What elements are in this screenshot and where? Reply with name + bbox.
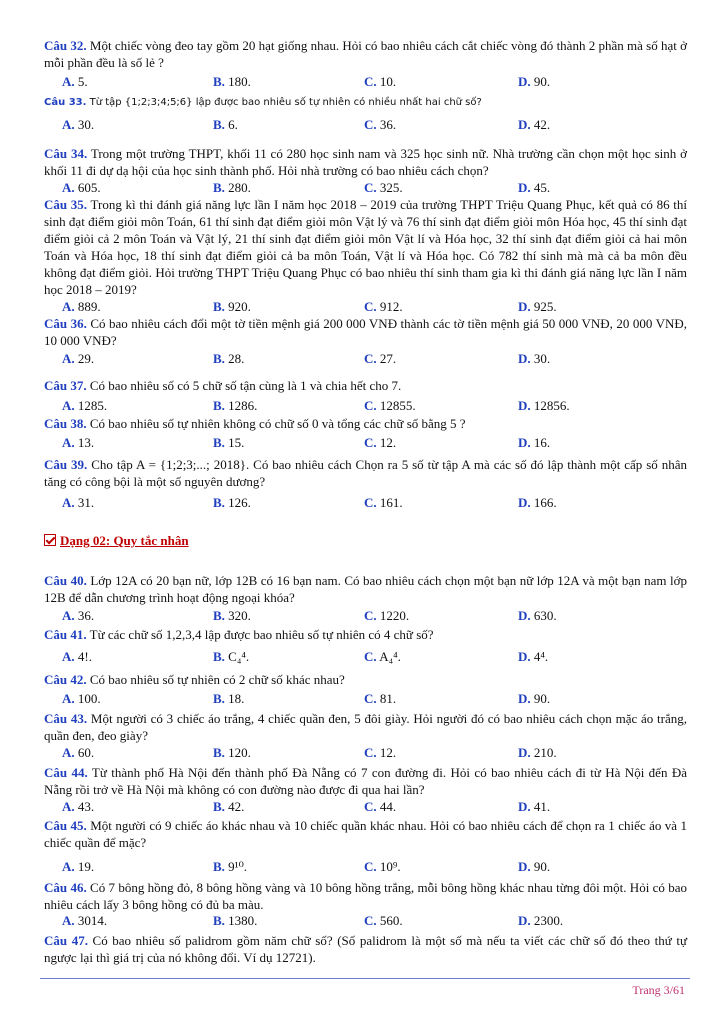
option-d: D. 2300. bbox=[518, 913, 564, 928]
question-text: Trong một trường THPT, khối 11 có 280 học sinh nam và 325 học sinh nữ. Nhà trường cần chọn một học sinh ở khối 11 đi dự dạ hội của học sinh thành phố. Hỏi nhà trường có bao nhiêu cách chọn? bbox=[44, 146, 688, 178]
option-c: C. 912. bbox=[364, 299, 403, 314]
answer-row-42 bbox=[44, 690, 687, 707]
option-a: A. 31. bbox=[62, 495, 95, 510]
answer-row-37 bbox=[44, 397, 687, 414]
question-text: Từ các chữ số 1,2,3,4 lập được bao nhiêu số tự nhiên có 4 chữ số? bbox=[86, 627, 434, 642]
answer-row-46 bbox=[44, 912, 687, 929]
question-number: Câu 47. bbox=[44, 933, 88, 948]
option-a: A. 5. bbox=[62, 74, 88, 89]
question-number: Câu 41. bbox=[44, 627, 87, 642]
answer-row-35 bbox=[44, 298, 687, 315]
question-number: Câu 45. bbox=[44, 818, 87, 833]
answer-row-40 bbox=[44, 607, 687, 624]
question-33 bbox=[44, 94, 687, 111]
question-number: Câu 46. bbox=[44, 880, 87, 895]
question-36 bbox=[44, 315, 687, 349]
question-42 bbox=[44, 671, 687, 688]
option-d: D. 166. bbox=[518, 495, 557, 510]
question-40 bbox=[44, 572, 687, 606]
question-43 bbox=[44, 710, 687, 744]
question-number: Câu 34. bbox=[44, 146, 88, 161]
question-38 bbox=[44, 415, 687, 432]
option-d: D. 925. bbox=[518, 299, 557, 314]
option-d: D. 630. bbox=[518, 608, 557, 623]
option-b: B. C₄⁴. bbox=[213, 649, 250, 664]
option-a: A. 29. bbox=[62, 351, 95, 366]
option-c: C. 325. bbox=[364, 180, 403, 195]
section-heading bbox=[44, 533, 189, 549]
option-a: A. 1285. bbox=[62, 398, 108, 413]
question-text: Có bao nhiêu cách đổi một tờ tiền mệnh giá 200 000 VNĐ thành các tờ tiền mệnh giá 50 000 VNĐ, 20 000 VNĐ, 10 000 VNĐ? bbox=[44, 316, 687, 348]
answer-row-45 bbox=[44, 858, 687, 875]
question-text: Lớp 12A có 20 bạn nữ, lớp 12B có 16 bạn nam. Có bao nhiêu cách chọn một bạn nữ lớp 12A và một bạn nam lớp 12B để dẫn chương trình hoạt động ngoại khóa? bbox=[44, 573, 687, 605]
answer-row-44 bbox=[44, 798, 687, 815]
option-b: B. 320. bbox=[213, 608, 251, 623]
question-number: Câu 33. bbox=[44, 97, 87, 108]
question-text: Trong kì thi đánh giá năng lực lần I năm học 2018 – 2019 của trường THPT Triệu Quang Phục, kết quả có 86 thí sinh đạt điểm giỏi môn Toán, 61 thí sinh đạt điểm giỏi môn Vật lý và 76 thí sinh đạt điểm giỏi môn Hóa học, 45 thí sinh đạt điểm giỏi cả 2 môn Toán và Vật lý, 21 thí sinh đạt điểm giỏi môn Vật lí và Hóa học, 32 thí sinh đạt điểm giỏi cả hai môn Toán và Hóa học, 18 thí sinh đạt điểm giỏi cả ba môn Toán, Vật lí và Hóa học. Có 782 thí sinh mà mà cả ba môn đều không đạt điểm giỏi. Hỏi trường THPT Triệu Quang Phục có bao nhiêu thí sinh tham gia kì thi đánh giá năng lực lần I năm học 2018 – 2019? bbox=[44, 197, 687, 297]
question-number: Câu 44. bbox=[44, 765, 88, 780]
option-b: B. 42. bbox=[213, 799, 245, 814]
option-d: D. 210. bbox=[518, 745, 557, 760]
option-a: A. 3014. bbox=[62, 913, 108, 928]
question-number: Câu 35. bbox=[44, 197, 88, 212]
option-c: C. 44. bbox=[364, 799, 397, 814]
question-number: Câu 39. bbox=[44, 457, 88, 472]
answer-row-39 bbox=[44, 494, 687, 511]
option-d: D. 12856. bbox=[518, 398, 570, 413]
option-a: A. 13. bbox=[62, 435, 95, 450]
question-46 bbox=[44, 879, 687, 913]
question-text: Có bao nhiêu số palidrom gồm năm chữ số? (Số palidrom là một số mà nếu ta viết các chữ số đó theo thứ tự ngược lại thì giá trị của nó không đổi. Ví dụ 12721). bbox=[44, 933, 687, 965]
question-35 bbox=[44, 196, 687, 298]
option-c: C. 27. bbox=[364, 351, 397, 366]
question-number: Câu 36. bbox=[44, 316, 87, 331]
option-a: A. 36. bbox=[62, 608, 95, 623]
question-text: Một người có 9 chiếc áo khác nhau và 10 chiếc quần khác nhau. Hỏi có bao nhiêu cách để chọn ra 1 chiếc áo và 1 chiếc quần để mặc? bbox=[44, 818, 687, 850]
question-text: Có bao nhiêu số có 5 chữ số tận cùng là 1 và chia hết cho 7. bbox=[86, 378, 402, 393]
option-c: C. 10. bbox=[364, 74, 397, 89]
option-b: B. 6. bbox=[213, 117, 238, 132]
option-d: D. 42. bbox=[518, 117, 551, 132]
question-text: Có 7 bông hồng đỏ, 8 bông hồng vàng và 10 bông hồng trắng, mỗi bông hồng khác nhau từng đôi một. Hỏi có bao nhiêu cách lấy 3 bông hồng có đủ ba màu. bbox=[44, 880, 687, 912]
option-c: C. 12. bbox=[364, 745, 397, 760]
answer-row-43 bbox=[44, 744, 687, 761]
question-34 bbox=[44, 145, 687, 179]
answer-row-32 bbox=[44, 73, 687, 90]
option-d: D. 90. bbox=[518, 859, 551, 874]
option-d: D. 16. bbox=[518, 435, 551, 450]
question-47 bbox=[44, 932, 687, 966]
answer-row-36 bbox=[44, 350, 687, 367]
footer-divider bbox=[40, 978, 690, 979]
option-b: B. 15. bbox=[213, 435, 245, 450]
answer-row-34 bbox=[44, 179, 687, 196]
answer-row-41 bbox=[44, 648, 687, 665]
question-text: Một chiếc vòng đeo tay gồm 20 hạt giống nhau. Hỏi có bao nhiêu cách cắt chiếc vòng đó thành 2 phần mà số hạt ở mỗi phần đều là số lẻ ? bbox=[44, 38, 687, 70]
option-b: B. 1380. bbox=[213, 913, 258, 928]
option-d: D. 90. bbox=[518, 74, 551, 89]
question-45 bbox=[44, 817, 687, 851]
option-d: D. 45. bbox=[518, 180, 551, 195]
option-d: D. 41. bbox=[518, 799, 551, 814]
answer-row-33 bbox=[44, 116, 687, 133]
question-number: Câu 42. bbox=[44, 672, 87, 687]
option-c: C. 81. bbox=[364, 691, 397, 706]
option-a: A. 889. bbox=[62, 299, 101, 314]
option-a: A. 4!. bbox=[62, 649, 92, 664]
question-number: Câu 37. bbox=[44, 378, 87, 393]
question-number: Câu 38. bbox=[44, 416, 87, 431]
question-text: Từ thành phố Hà Nội đến thành phố Đà Nẵng có 7 con đường đi. Hỏi có bao nhiêu cách đi từ Hà Nội đến Đà Nẵng rồi trở về Hà Nội mà không có con đường nào được đi qua hai lần? bbox=[44, 765, 688, 797]
question-number: Câu 43. bbox=[44, 711, 88, 726]
option-b: B. 1286. bbox=[213, 398, 258, 413]
option-a: A. 100. bbox=[62, 691, 101, 706]
question-number: Câu 40. bbox=[44, 573, 87, 588]
option-a: A. 60. bbox=[62, 745, 95, 760]
option-a: A. 30. bbox=[62, 117, 95, 132]
option-b: B. 280. bbox=[213, 180, 251, 195]
option-c: C. 560. bbox=[364, 913, 403, 928]
option-b: B. 28. bbox=[213, 351, 245, 366]
option-a: A. 43. bbox=[62, 799, 95, 814]
option-c: C. 1220. bbox=[364, 608, 410, 623]
question-text: Một người có 3 chiếc áo trắng, 4 chiếc quần đen, 5 đôi giày. Hỏi người đó có bao nhiêu cách chọn mặc áo trắng, quần đen, đeo giày? bbox=[44, 711, 687, 743]
question-text: Cho tập A = {1;2;3;...; 2018}. Có bao nhiêu cách Chọn ra 5 số từ tập A mà các số đó lập thành một cấp số nhân tăng có công bội là một số nguyên dương? bbox=[44, 457, 687, 489]
option-c: C. 12. bbox=[364, 435, 397, 450]
option-b: B. 18. bbox=[213, 691, 245, 706]
question-44 bbox=[44, 764, 687, 798]
option-b: B. 120. bbox=[213, 745, 251, 760]
answer-row-38 bbox=[44, 434, 687, 451]
option-c: C. 161. bbox=[364, 495, 403, 510]
question-number: Câu 32. bbox=[44, 38, 87, 53]
page-number: Trang 3/61 bbox=[632, 983, 685, 997]
question-41 bbox=[44, 626, 687, 643]
checkbox-icon bbox=[44, 534, 56, 546]
option-a: A. 19. bbox=[62, 859, 95, 874]
option-b: B. 9¹⁰. bbox=[213, 859, 248, 874]
question-39 bbox=[44, 456, 687, 490]
question-text: Có bao nhiêu số tự nhiên không có chữ số 0 và tổng các chữ số bằng 5 ? bbox=[86, 416, 466, 431]
question-text: Từ tập {1;2;3;4;5;6} lập được bao nhiêu số tự nhiên có nhiều nhất hai chữ số? bbox=[86, 97, 482, 108]
question-37 bbox=[44, 377, 687, 394]
option-c: C. 10⁹. bbox=[364, 859, 401, 874]
section-title: Dạng 02: Quy tắc nhân bbox=[60, 533, 189, 548]
option-d: D. 90. bbox=[518, 691, 551, 706]
option-b: B. 920. bbox=[213, 299, 251, 314]
option-c: C. A₄⁴. bbox=[364, 649, 401, 664]
option-b: B. 180. bbox=[213, 74, 251, 89]
question-text: Có bao nhiêu số tự nhiên có 2 chữ số khác nhau? bbox=[86, 672, 345, 687]
option-b: B. 126. bbox=[213, 495, 251, 510]
option-c: C. 12855. bbox=[364, 398, 416, 413]
option-d: D. 4⁴. bbox=[518, 649, 549, 664]
option-c: C. 36. bbox=[364, 117, 397, 132]
option-d: D. 30. bbox=[518, 351, 551, 366]
question-32 bbox=[44, 37, 687, 71]
option-a: A. 605. bbox=[62, 180, 101, 195]
